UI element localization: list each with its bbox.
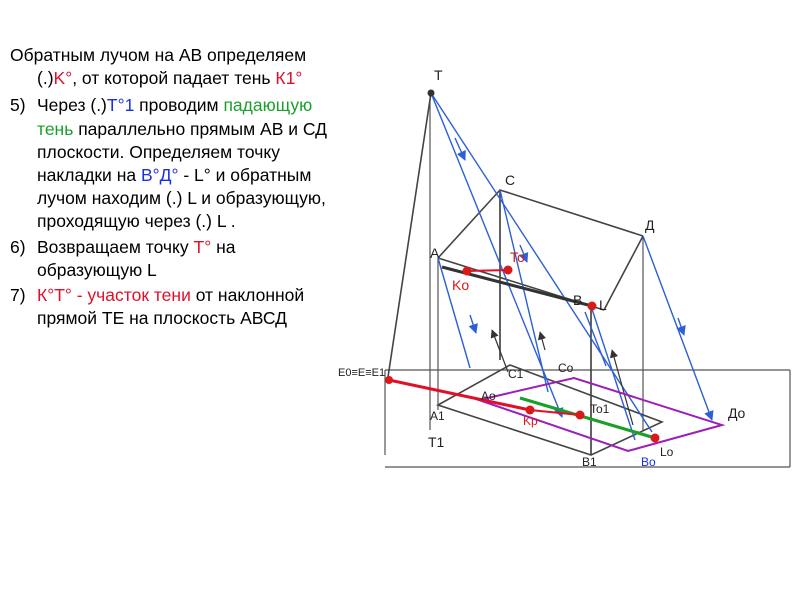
label-to1: To1 (590, 402, 610, 416)
label-a: A (430, 245, 440, 261)
shadow-red (389, 380, 530, 410)
label-d: Д (645, 217, 655, 233)
label-kp: Kp (523, 414, 538, 428)
label-lo: Lo (660, 445, 674, 459)
point-t1-ref: Т°1 (106, 95, 135, 116)
label-do: Дo (728, 405, 746, 421)
point-t-ref: Т° (193, 236, 212, 257)
label-c1: C1 (508, 367, 524, 381)
label-e: E0≡E≡E1 (338, 367, 386, 379)
label-b1: B1 (582, 455, 597, 469)
label-c: C (505, 172, 516, 188)
label-b: B (573, 292, 583, 308)
label-l: L (599, 297, 607, 313)
point-k1-ref: К1° (275, 68, 303, 89)
label-t1: T1 (428, 434, 445, 450)
label-ko: Ko (452, 277, 470, 293)
segment-ko-to (467, 270, 508, 271)
label-to: To (510, 249, 525, 265)
label-co: Co (558, 361, 574, 375)
label-ao: Ao (481, 389, 496, 403)
falling-shadow-ref: падающую тень (37, 95, 313, 139)
segment-bd-ref: В°Д° (140, 165, 179, 186)
label-t: T (434, 67, 443, 83)
point-k-ref: K° (53, 68, 73, 89)
prism-edges (438, 190, 662, 455)
shadow-green (520, 398, 655, 438)
paragraph-1: Обратным лучом на АВ определяем (.)K°, от которой падает тень К1° (10, 45, 307, 89)
label-bo: Bo (641, 455, 656, 469)
paragraph-6: 6) Возвращаем точку Т° на образующую L (10, 236, 236, 280)
paragraph-7: 7) К°Т° - участок тени от наклонной прямой ТЕ на плоскость АВСД (10, 285, 305, 329)
label-a1: A1 (430, 409, 445, 423)
shadow-segment-ref: К°Т° - участок тени (37, 285, 191, 306)
paragraph-5: 5) Через (.)Т°1 проводим падающую тень параллельно прямым АВ и СД плоскости. Определяем точку накладки на В°Д° - L° и обратным лучом находим (.) L и образующую, проходящую через (.) L . (10, 95, 327, 232)
vertical-lines (430, 95, 643, 455)
line-te (388, 93, 431, 377)
